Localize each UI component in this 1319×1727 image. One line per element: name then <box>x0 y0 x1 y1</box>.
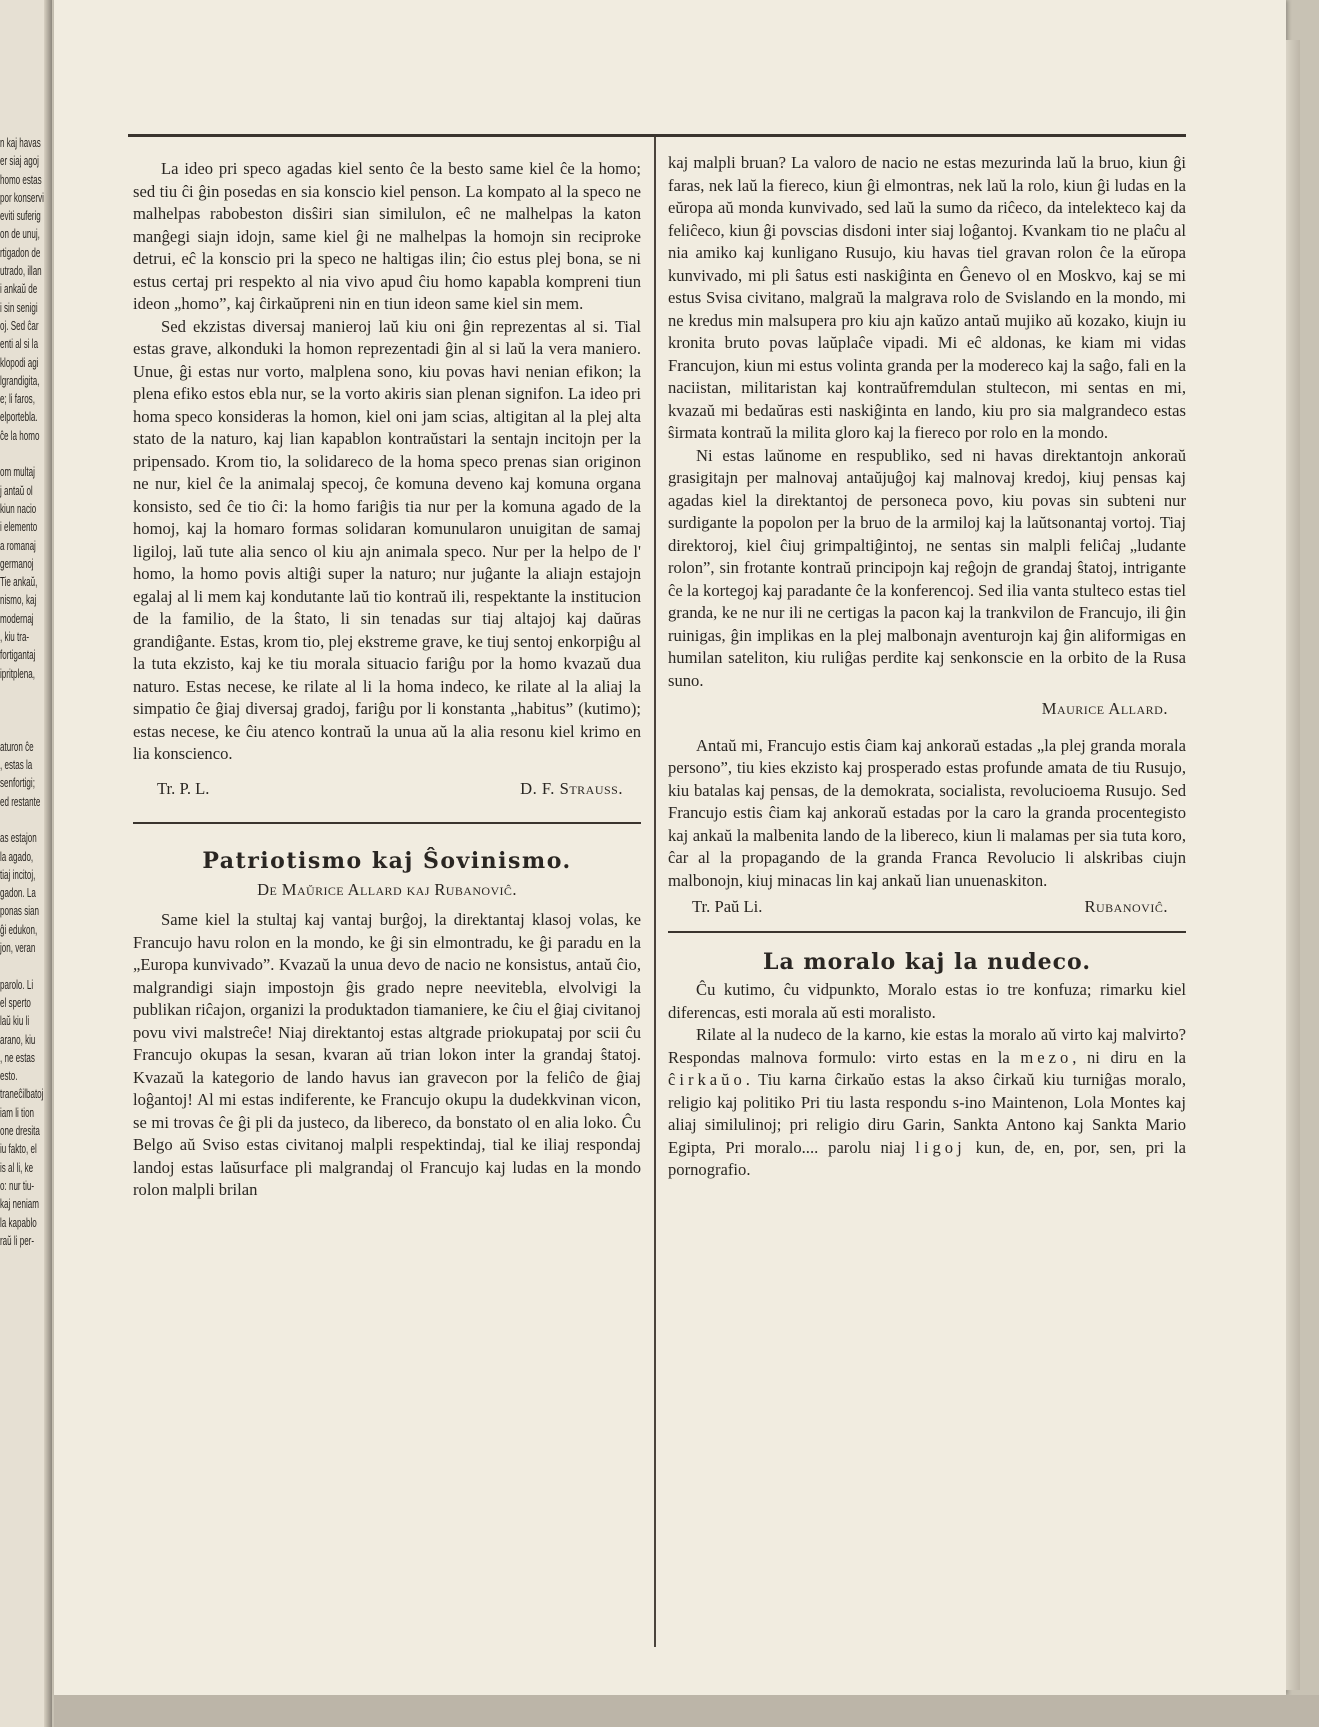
previous-page-fragment-line: esto. <box>0 1068 18 1084</box>
previous-page-fragment-line: oj. Sed ĉar <box>0 317 39 333</box>
previous-page-fragment-line: parolo. Li <box>0 976 34 992</box>
strauss-paragraph-2: Sed ekzistas diversaj manieroj laŭ kiu oni ĝin reprezentas al si. Tial estas grave, alkonduki la homon reprezentadi ĝin al si laŭ la vera maniero. Unue, ĝi estas nur vorto, malplena sono, kiu povas havi nenian efikon; la plena efiko estos ebla nur, se la vorto akiris sian plenan signifon. La ideo pri homa speco konsideras la homon, kiel oni jam scias, altigitan al la plej alta stato de la naturo, kaj lian kapablon kontraŭstari la sentajn incitojn per la pripensado. Krom tio, la solidareco de la homa speco prenas sian originon ne nur, kiel ĉe la animalaj specoj, ĉe komuna deveno kaj komuna organa konsisto, sed ĉe tio ĉi: la homo fariĝis tia nur per la komuna agado de la homoj, kaj la homaro formas solidaran komunularon unuigitan de samaj ligiloj, laŭ tute alia senco ol kiu ajn animala speco. Nur per la helpo de l' homo, la homo povis altiĝi super la naturo; nur juĝante la aliajn estajojn egalaj al li mem kaj kondutante laŭ tio kontraŭ ili, respektante la institucion de la familio, de la ŝtato, li sin tenadas sur tiaj altajoj kaj daŭras grandiĝante. Estas, krom tio, plej ekstreme grave, ke tiuj sentoj enkorpiĝu al la tuta ekzisto, kaj ke tiu morala situacio fariĝu por la homo kvazaŭ dua naturo. Estas necese, ke rilate al li la homa indeco, ke rilate al la aliaj la simpatio ĉe ĝiaj diversaj gradoj, fariĝu por li konstanta „habitus” (kutimo); estas necese, ke ĉiu atenco kontraŭ la unua aŭ la alia resonu kiel krimo en lia konscienco. <box>133 316 641 763</box>
book-gutter <box>44 0 52 1727</box>
page-edge <box>1286 40 1300 1690</box>
previous-page-fragment-line: ĉe la homo <box>0 427 40 443</box>
strauss-author: D. F. Strauss. <box>520 778 623 798</box>
section-separator-2 <box>668 931 1186 933</box>
article-byline: De Maŭrice Allard kaj Rubanoviĉ. <box>257 879 517 899</box>
previous-page-fragment-line: rtigadon de <box>0 244 41 260</box>
allard-signature-row <box>668 698 1186 721</box>
previous-page-fragment-line: a romanaj <box>0 537 36 553</box>
previous-page-fragment-line: tiaj incitoj, <box>0 866 36 882</box>
right-column <box>668 152 1186 1182</box>
previous-page-fragment-line: jon, veran <box>0 940 36 956</box>
previous-page-strip <box>0 0 52 1727</box>
previous-page-fragment-line: traneĉilbatoj <box>0 1086 44 1102</box>
previous-page-fragment-line: iu fakto, el <box>0 1141 37 1157</box>
article-title: Patriotismo kaj Ŝovinismo. <box>202 848 572 874</box>
previous-page-fragment-line: o: nur tiu- <box>0 1177 35 1193</box>
previous-page-fragment-line: Tie ankaŭ, <box>0 574 38 590</box>
previous-page-fragment-line: i elemento <box>0 519 38 535</box>
previous-page-fragment-line: eviti suferig <box>0 208 41 224</box>
previous-page-fragment-line: el sperto <box>0 994 31 1010</box>
previous-page-fragment-line: om multaj <box>0 464 35 480</box>
previous-page-fragment-line: e; li faros, <box>0 391 35 407</box>
moralo-p2-mezo: mezo <box>1020 1047 1073 1067</box>
moralo-p2-part-d: kun, de, en, por, sen, pri la pornografio. <box>668 1137 1187 1179</box>
previous-page-fragment-line: gadon. La <box>0 885 36 901</box>
previous-page-fragment-line: ĝi edukon, <box>0 921 38 937</box>
previous-page-fragment-line: lgrandigita, <box>0 372 40 388</box>
previous-page-fragment-line <box>0 683 46 701</box>
previous-page-fragment-line: on de unuj, <box>0 226 40 242</box>
previous-page-fragment-line: aturon ĉe <box>0 738 34 754</box>
previous-page-fragment-line: one dresita <box>0 1123 40 1139</box>
rubanovic-author: Rubanoviĉ. <box>1084 897 1168 916</box>
previous-page-fragment-line: elportebla. <box>0 409 38 425</box>
strauss-paragraph-1: La ideo pri speco agadas kiel sento ĉe la besto same kiel ĉe la homo; sed tiu ĉi ĝin posedas en sia konscio kiel penson. La kompato al la speco ne malhelpas rabobeston disŝiri sian similulon, eĉ ne malhelpas la katon manĝegi siajn idojn, same kiel ĝi ne malhelpas la homojn sin reciproke detrui, eĉ la konscio pri la speco ne haltigas ilin; ĉio estus plej bona, se ni estus certaj pri respekto al nia vivo apud ĉiu homo kapabla kompreni tiun ideon „homo”, kaj ĉirkaŭpreni nin en tiun ideon same kiel sin mem. <box>133 159 641 313</box>
previous-page-fragment-line: , kiu tra- <box>0 629 30 645</box>
previous-page-fragment-line: utrado, illan <box>0 263 42 279</box>
moralo-p2-part-c: . Tiu karna ĉirkaŭo estas la akso ĉirkaŭ kiu turniĝas moralo, religio kaj politiko Pri tiu lasta respondu s-ino Maintenon, Lola Montes kaj aliaj similulinoj; pri religio diru Garin, Sankta Antono kaj Sankta Mario Egipta, Pri moralo.... parolu niaj <box>668 1070 1186 1157</box>
previous-page-fragment-line: germanoj <box>0 555 34 571</box>
previous-page-fragment-line: i sin senigi <box>0 299 38 315</box>
column-divider <box>654 137 656 1647</box>
article-paragraph-1: Same kiel la stultaj kaj vantaj burĝoj, la direktantaj klasoj volas, ke Francujo havu rolon en la mondo, ke ĝi sin elmontradu, ke ĝi paradu en la „Europa kunvivado”. Kvazaŭ la unua devo de nacio ne konsistus, antaŭ ĉio, malgrandigi siajn impostojn ĝis grado nepre neevitebla, elvolvigi la publikan riĉajon, organizi la produktadon tiamaniere, ke ĉiu el ĝiaj civitanoj povu vivi malstreĉe! Niaj direktantoj estas altgrade priokupataj por scii ĉu Francujo okupas la sesan, kvaran aŭ trian lokon inter la grandaj ŝtatoj. Kvazaŭ la kategorio de lando havus ian gravecon por la feliĉo de ĝiaj loĝantoj! Al mi estas indiferente, ke Francujo okupu la dudekkvinan vicon, se mi trovas ĉe ĝi pli da justeco, da libereco, da bonstato ol en alia loko. Ĉu Belgo aŭ Sviso estas civitanoj malpli respektindaj, tial ke iliaj respondaj landoj estas laŭsurface pli malgrandaj ol Francujo kaj ludas en la mondo rolon malpli brilan <box>133 910 641 1199</box>
previous-page-fragment-line: , ne estas <box>0 1049 35 1065</box>
left-column <box>133 158 641 1202</box>
previous-page-fragment-line: er siaj agoj <box>0 153 39 169</box>
previous-page-fragment-line: raŭ li per- <box>0 1232 35 1248</box>
previous-page-fragment-line <box>0 811 46 829</box>
previous-page-fragment-line: is al li, ke <box>0 1159 34 1175</box>
previous-page-fragment-line: la agado, <box>0 848 34 864</box>
previous-page-text-fragment <box>0 134 44 1250</box>
previous-page-fragment-line: por konservi <box>0 189 44 205</box>
previous-page-fragment-line <box>0 701 46 719</box>
previous-page-fragment-line: modernaj <box>0 610 34 626</box>
previous-page-fragment-line: as estajon <box>0 830 37 846</box>
moralo-paragraph-1: Ĉu kutimo, ĉu vidpunkto, Moralo estas io tre konfuza; rimarku kiel diferencas, esti morala aŭ esti moralisto. <box>668 980 1186 1022</box>
previous-page-fragment-line: klopodi agi <box>0 354 39 370</box>
previous-page-fragment-line: enti al si la <box>0 336 39 352</box>
strauss-translator: Tr. P. L. <box>157 778 210 798</box>
moralo-p2-cirkauo: ĉirkaŭo <box>668 1070 746 1089</box>
previous-page-fragment-line: n kaj havas <box>0 135 41 150</box>
previous-page-fragment-line <box>0 720 46 738</box>
previous-page-fragment-line <box>0 445 46 463</box>
previous-page-fragment-line: arano, kiu <box>0 1031 36 1047</box>
previous-page-fragment-line <box>0 957 46 975</box>
allard-signature: Maurice Allard. <box>1041 699 1168 718</box>
republic-paragraph: Ni estas laŭnome en respubliko, sed ni havas direktantojn ankoraŭ grasigitajn per malnovaj antaŭjuĝoj kaj malnovaj kredoj, kiuj pensas kaj agadas kiel la direktantoj de personeca povo, kiu povas sin subteni nur surdigante la popolon per la bruo de la armiloj kaj la laŭtsonantaj vortoj. Tiaj direktoroj, kiel ĉiuj grimpaltiĝintoj, ne sentas sin malpli feliĉaj „ludante rolon”, sin frotante kontraŭ principojn kaj reĝojn de grandaj ŝtatoj, intrigante ĉe la kortegoj kaj paradante ĉe la konferencoj. Sed ilia vanta stulteco estas tiel granda, ke ne nur ili ne certigas la pacon kaj la trankvilon de Francujo, ili ĝin ruinigas, ĝin implikas en la plej malbonajn aventurojn kaj ĝin aliformigas en humilan sateliton, kiu ruliĝas perdite kaj senkonscie en la orbito de la Rusa suno. <box>668 445 1186 690</box>
previous-page-fragment-line: iam li tion <box>0 1104 35 1120</box>
previous-page-fragment-line: kaj neniam <box>0 1196 39 1212</box>
moralo-paragraph-2 <box>668 1024 1186 1182</box>
previous-page-fragment-line: senfortigi; <box>0 775 35 791</box>
previous-page-fragment-line: i ankaŭ de <box>0 281 38 297</box>
previous-page-fragment-line: kiun nacio <box>0 500 37 516</box>
previous-page-fragment-line: , estas la <box>0 757 33 773</box>
previous-page-fragment-line: la kapablo <box>0 1214 37 1230</box>
previous-page-fragment-line: homo estas <box>0 171 42 187</box>
rubanovic-translator: Tr. Paŭ Li. <box>692 897 763 916</box>
article-continuation: kaj malpli bruan? La valoro de nacio ne estas mezurinda laŭ la bruo, kiun ĝi faras, nek laŭ la fiereco, kiun ĝi elmontras, nek laŭ la rolo, kiun ĝi ludas en la eŭropa aŭ monda kunvivado, sed laŭ la sumo da riĉeco, da intelekteco kaj da feliĉeco, kiun ĝi povscias disdoni inter siaj loĝantoj. Kvankam tio ne plaĉu al nia amiko kaj kunligano Rusujo, kiu havas tiel gravan rolon ĉe la eŭropa kunvivado, mi pli ŝatus esti naskiĝinta en Ĝenevo ol en Moskvo, kaj se mi estus Svisa civitano, malgraŭ la malgrava rolo de Svislando en la mondo, mi ne kredus min malsupera pro kiu ajn kaŭzo antaŭ mujiko aŭ kozako, kiujn iu kronita bruto povas laŭplaĉe vipadi. Mi eĉ aldonas, ke kiam mi vidas Francujon, kiun mi estus volinta granda per la modereco kaj la saĝo, fali en la naciistan, militaristan kaj kontraŭfremdulan stultecon, mi sentas en mi, kvazaŭ mi bedaŭras esti naskiĝinta en lando, kiu pro sia malgrandeco estas ŝirmata kontraŭ la milita gloro kaj la fiereco por rolo en la mondo. <box>668 153 1186 442</box>
strauss-signature <box>133 778 641 801</box>
top-rule <box>128 134 1186 137</box>
moralo-p2-part-a: Rilate al la nudeco de la karno, kie estas la moralo aŭ virto kaj malvirto? Respondas malnova formulo: virto estas en la <box>668 1025 1186 1067</box>
previous-page-fragment-line: ed restante <box>0 793 41 809</box>
section-separator <box>133 822 641 824</box>
previous-page-fragment-line: nismo, kaj <box>0 592 37 608</box>
rubanovic-signature <box>668 896 1186 919</box>
previous-page-fragment-line: j antaŭ ol <box>0 482 33 498</box>
moralo-p2-part-b: , ni diru en la <box>1072 1047 1186 1067</box>
rubanovic-paragraph: Antaŭ mi, Francujo estis ĉiam kaj ankoraŭ estadas „la plej granda morala persono”, tiu kies ekzisto kaj prosperado estas profunde amata de tiu Rusujo, kiu batalas kaj pensas, de la demokrata, socialista, revolucioema Rusujo. Sed Francujo estis ĉiam kaj ankoraŭ estadas por la caro la granda procentegisto kaj ankaŭ la malbenita lando de la libereco, kiun li malamas per sia tuta koro, ĉar al la propagando de la granda Franca Revolucio li alskribas ciujn malbonojn, kiuj minacas lin kaj ankaŭ lian unuenaskiton. <box>668 735 1186 890</box>
previous-page-fragment-line: laŭ kiu li <box>0 1013 30 1029</box>
previous-page-fragment-line: fortigantaj <box>0 647 36 663</box>
moralo-p2-ligoj: ligoj <box>915 1137 966 1157</box>
moralo-title: La moralo kaj la nudeco. <box>763 948 1091 975</box>
previous-page-fragment-line: ipritplena, <box>0 665 35 681</box>
scan-background <box>54 1695 1319 1727</box>
previous-page-fragment-line: ponas sian <box>0 903 39 919</box>
